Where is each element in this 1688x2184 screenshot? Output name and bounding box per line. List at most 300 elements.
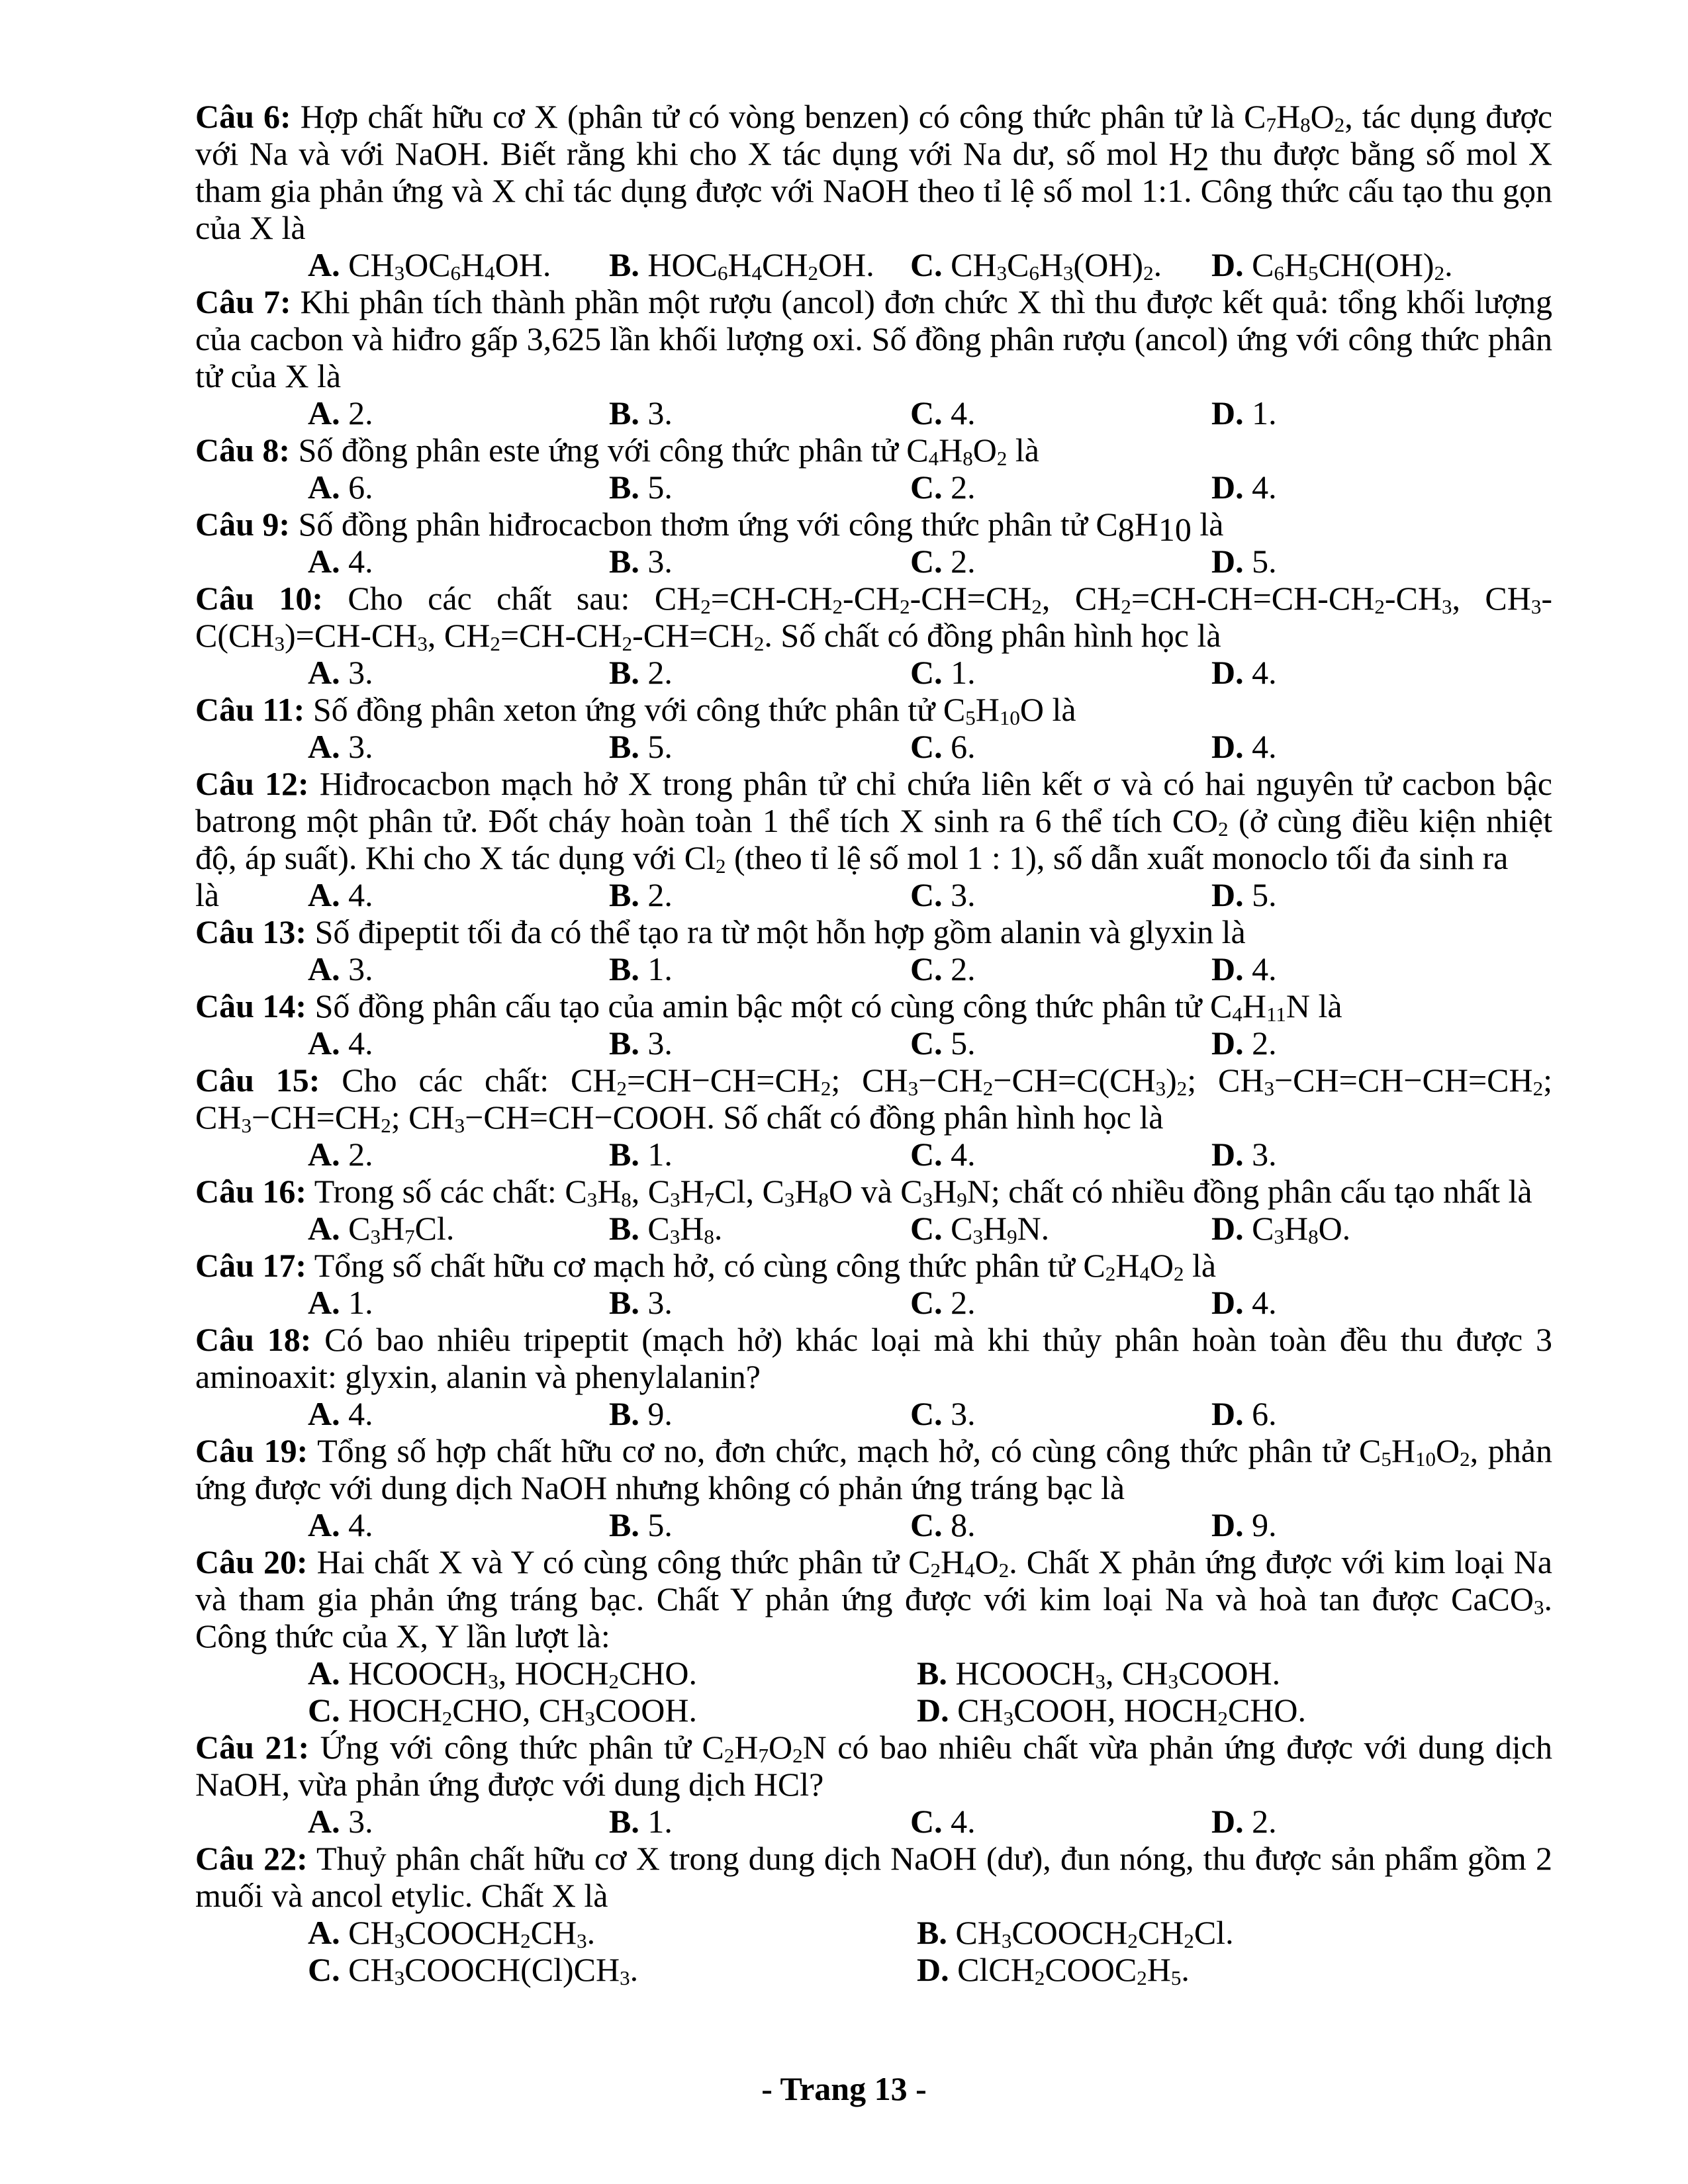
option-letter: B. <box>609 1136 639 1173</box>
option-letter: C. <box>910 1136 943 1173</box>
answer-option: A. 4. <box>308 876 373 913</box>
option-letter: A. <box>308 1914 340 1951</box>
question-number: Câu 8: <box>195 432 291 469</box>
option-letter: C. <box>910 876 943 913</box>
subscript: 3 <box>1530 594 1542 618</box>
question-options <box>195 394 1552 432</box>
subscript: 4 <box>751 261 763 285</box>
subscript: 6 <box>1274 261 1284 285</box>
option-letter: A. <box>308 1210 340 1247</box>
subscript: 2 <box>716 854 726 878</box>
option-letter: D. <box>1211 876 1244 913</box>
question <box>195 1729 1552 1840</box>
option-letter: C. <box>910 1024 943 1062</box>
subscript: 3 <box>1063 261 1074 285</box>
answer-option: B. $HOC_6H_4CH_2OH$. <box>609 246 874 285</box>
option-row-prefix <box>195 1803 308 1840</box>
page-footer: - Trang 13 - <box>761 2070 927 2107</box>
subscript: 3 <box>241 1113 252 1137</box>
option-letter: C. <box>910 1506 943 1543</box>
answer-option: C. 4. <box>910 1803 976 1840</box>
question-stem: Câu 11: Số đồng phân xeton ứng với công thức phân tử $C_5H_{10}O$ là <box>195 691 1076 729</box>
subscript: 3 <box>585 1706 595 1730</box>
answer-option: C. 6. <box>910 728 976 765</box>
question-number: Câu 19: <box>195 1432 308 1469</box>
option-row-prefix <box>195 1210 308 1247</box>
big-subscript: 8 <box>1117 511 1135 548</box>
big-subscript: 10 <box>1158 511 1192 548</box>
subscript: 2 <box>820 1076 831 1100</box>
question-number: Câu 22: <box>195 1840 308 1877</box>
question-options <box>195 1914 1552 1988</box>
option-letter: D. <box>1211 1210 1244 1247</box>
subscript: 2 <box>996 446 1008 470</box>
answer-option: A. 4. <box>308 1395 373 1432</box>
question <box>195 1173 1552 1247</box>
question-stem: Câu 16: Trong số các chất: $C_3H_8$, $C_3H_7Cl$, $C_3H_8O$ và $C_3H_9N$; chất có nhiều đồng phân cấu tạo nhất là <box>195 1173 1532 1211</box>
answer-option: D. 2. <box>1211 1024 1277 1062</box>
question-stem: Câu 22: Thuỷ phân chất hữu cơ X trong dung dịch NaOH (dư), đun nóng, thu được sản phẩm gồm 2 muối và ancol etylic. Chất X là <box>195 1840 1552 1914</box>
option-letter: A. <box>308 950 340 987</box>
option-letter: B. <box>609 394 639 432</box>
subscript: 2 <box>608 1669 619 1693</box>
subscript: 2 <box>1532 1076 1544 1100</box>
option-letter: D. <box>1211 1284 1244 1321</box>
question-options <box>195 654 1552 691</box>
subscript: 3 <box>394 261 405 285</box>
subscript: 2 <box>900 594 910 618</box>
option-letter: C. <box>308 1692 340 1729</box>
subscript: 8 <box>962 446 973 470</box>
answer-option: B. 1. <box>609 950 673 987</box>
subscript: 3 <box>1001 1929 1012 1952</box>
answer-option: B. 5. <box>609 1506 673 1543</box>
answer-option: C. $CH_3C_6H_3(OH)_2$. <box>910 246 1162 285</box>
answer-option: D. 3. <box>1211 1136 1277 1173</box>
question-number: Câu 16: <box>195 1173 307 1210</box>
answer-option: C. 5. <box>910 1024 976 1062</box>
subscript: 10 <box>999 705 1020 729</box>
option-row-prefix <box>195 950 308 987</box>
option-letter: A. <box>308 728 340 765</box>
question <box>195 765 1552 913</box>
option-row-prefix <box>195 728 308 765</box>
subscript: 2 <box>724 1743 735 1767</box>
option-letter: B. <box>609 950 639 987</box>
answer-option: D. 4. <box>1211 654 1277 691</box>
subscript: 2 <box>753 631 765 655</box>
question-options <box>195 469 1552 506</box>
question-options <box>195 1395 1552 1432</box>
answer-option: A. 1. <box>308 1284 373 1321</box>
subscript: 2 <box>1434 261 1445 285</box>
option-letter: A. <box>308 1655 340 1692</box>
answer-option: A. $HCOOCH_3$, $HOCH_2CHO$. <box>308 1655 698 1693</box>
question-number: Câu 11: <box>195 691 305 728</box>
option-letter: A. <box>308 1136 340 1173</box>
answer-option: C. 2. <box>910 950 976 987</box>
question <box>195 1543 1552 1729</box>
option-letter: D. <box>1211 469 1244 506</box>
question-stem: Câu 17: Tổng số chất hữu cơ mạch hở, có cùng công thức phân tử $C_2H_4O_2$ là <box>195 1247 1217 1285</box>
subscript: 6 <box>717 261 728 285</box>
subscript: 4 <box>964 1558 975 1582</box>
question <box>195 1432 1552 1543</box>
question-stem: Câu 8: Số đồng phân este ứng với công thức phân tử $C_4H_8O_2$ là <box>195 432 1039 470</box>
option-row-prefix <box>195 1692 308 1729</box>
option-letter: C. <box>910 728 943 765</box>
subscript: 3 <box>922 1187 933 1211</box>
option-letter: D. <box>917 1951 949 1988</box>
subscript: 4 <box>485 261 495 285</box>
question-options <box>195 1655 1552 1729</box>
subscript: 7 <box>1266 113 1276 136</box>
answer-option: B. 5. <box>609 728 673 765</box>
answer-option: D. $C_3H_8O$. <box>1211 1210 1351 1248</box>
option-letter: A. <box>308 876 340 913</box>
subscript: 2 <box>808 261 819 285</box>
subscript: 2 <box>616 1076 627 1100</box>
subscript: 2 <box>1217 1706 1228 1730</box>
subscript: 2 <box>998 1558 1009 1582</box>
question-stem: Câu 13: Số đipeptit tối đa có thể tạo ra từ một hỗn hợp gồm alanin và glyxin là <box>195 913 1246 950</box>
answer-option: A. 3. <box>308 654 373 691</box>
subscript: 2 <box>930 1558 941 1582</box>
question-options <box>195 246 1552 283</box>
subscript: 3 <box>577 1929 587 1952</box>
subscript: 9 <box>957 1187 967 1211</box>
option-row-prefix <box>195 1914 308 1951</box>
answer-option: D. 4. <box>1211 469 1277 506</box>
option-row-prefix <box>195 543 308 580</box>
option-letter: A. <box>308 1506 340 1543</box>
subscript: 3 <box>1534 1595 1544 1619</box>
question-number: Câu 6: <box>195 98 291 135</box>
option-row-prefix <box>195 1136 308 1173</box>
answer-option: C. 8. <box>910 1506 976 1543</box>
subscript: 2 <box>700 594 711 618</box>
option-letter: A. <box>308 1284 340 1321</box>
answer-option: B. 5. <box>609 469 673 506</box>
question-stem: Câu 21: Ứng với công thức phân tử $C_2H_7O_2N$ có bao nhiêu chất vừa phản ứng được với dung dịch NaOH, vừa phản ứng được với dung dịch HCl? <box>195 1729 1552 1803</box>
question-options <box>195 950 1552 987</box>
answer-option: B. 3. <box>609 543 673 580</box>
option-letter: D. <box>1211 950 1244 987</box>
subscript: 11 <box>1266 1002 1286 1026</box>
subscript: 2 <box>622 631 633 655</box>
option-row-prefix <box>195 654 308 691</box>
subscript: 3 <box>670 1187 680 1211</box>
subscript: 3 <box>972 1224 983 1248</box>
option-letter: B. <box>609 654 639 691</box>
subscript: 3 <box>586 1187 598 1211</box>
answer-option: A. 6. <box>308 469 373 506</box>
option-row-prefix <box>195 1284 308 1321</box>
answer-option: A. $C_3H_7Cl$. <box>308 1210 455 1248</box>
option-letter: D. <box>1211 246 1244 283</box>
option-letter: B. <box>609 1210 639 1247</box>
option-letter: B. <box>609 543 639 580</box>
option-letter: B. <box>917 1655 947 1692</box>
option-letter: B. <box>609 876 639 913</box>
option-letter: C. <box>910 1210 943 1247</box>
question <box>195 1062 1552 1173</box>
option-letter: C. <box>910 950 943 987</box>
subscript: 2 <box>982 1076 994 1100</box>
subscript: 3 <box>996 261 1008 285</box>
option-letter: A. <box>308 543 340 580</box>
option-letter: B. <box>609 1395 639 1432</box>
question-number: Câu 7: <box>195 283 291 320</box>
answer-option: B. 1. <box>609 1803 673 1840</box>
option-letter: D. <box>1211 654 1244 691</box>
subscript: 3 <box>454 1113 465 1137</box>
answer-option: D. $ClCH_2COOC_2H_5$. <box>917 1951 1190 1989</box>
subscript: 3 <box>1264 1076 1274 1100</box>
question-stem: Câu 19: Tổng số hợp chất hữu cơ no, đơn chức, mạch hở, có cùng công thức phân tử $C_5H_{10}O_2$, phản ứng được với dung dịch NaOH nhưng không có phản ứng tráng bạc là <box>195 1432 1552 1506</box>
option-row-prefix <box>195 1395 308 1432</box>
question-options <box>195 876 1552 913</box>
subscript: 3 <box>1274 1224 1284 1248</box>
answer-option: A. 4. <box>308 543 373 580</box>
question <box>195 913 1552 987</box>
question-number: Câu 18: <box>195 1321 312 1358</box>
question-number: Câu 9: <box>195 506 291 543</box>
answer-option: C. 3. <box>910 876 976 913</box>
answer-option: A. 2. <box>308 1136 373 1173</box>
answer-option: B. 2. <box>609 876 673 913</box>
question-stem: Câu 18: Có bao nhiêu tripeptit (mạch hở) khác loại mà khi thủy phân hoàn toàn đều thu được 3 aminoaxit: glyxin, alanin và phenylalanin? <box>195 1321 1552 1395</box>
question-stem: Câu 12: Hiđrocacbon mạch hở X trong phân tử chỉ chứa liên kết σ và có hai nguyên tử cacbon bậc batrong một phân tử. Đốt cháy hoàn toàn 1 thể tích X sinh ra 6 thể tích $CO_2$ (ở cùng điều kiện nhiệt độ, áp suất). Khi cho X tác dụng với $Cl_2$ (theo tỉ lệ số mol 1 : 1), số dẫn xuất monoclo tối đa sinh ra <box>195 765 1552 878</box>
answer-option: B. 3. <box>609 394 673 432</box>
question-options <box>195 1024 1552 1062</box>
option-letter: B. <box>609 246 639 283</box>
option-letter: B. <box>609 1506 639 1543</box>
question <box>195 506 1552 580</box>
subscript: 6 <box>1029 261 1039 285</box>
subscript: 2 <box>520 1929 531 1952</box>
answer-option: B. $CH_3COOCH_2CH_2Cl$. <box>917 1914 1234 1952</box>
question <box>195 283 1552 432</box>
question <box>195 1247 1552 1321</box>
question-options <box>195 1506 1552 1543</box>
option-letter: C. <box>910 246 943 283</box>
option-letter: A. <box>308 469 340 506</box>
question-number: Câu 17: <box>195 1247 307 1284</box>
answer-option: C. 4. <box>910 1136 976 1173</box>
subscript: 2 <box>1218 817 1229 841</box>
subscript: 8 <box>1308 1224 1319 1248</box>
question <box>195 987 1552 1062</box>
subscript: 2 <box>792 1743 803 1767</box>
answer-option: D. 4. <box>1211 950 1277 987</box>
question-options <box>195 1284 1552 1321</box>
option-letter: B. <box>917 1914 947 1951</box>
question <box>195 432 1552 506</box>
question-stem: Câu 6: Hợp chất hữu cơ X (phân tử có vòng benzen) có công thức phân tử là $C_7H_8O_2$, tác dụng được với Na và với NaOH. Biết rằng khi cho X tác dụng với Na dư, số mol H2 thu được bằng số mol X tham gia phản ứng và X chỉ tác dụng được với NaOH theo tỉ lệ số mol 1:1. Công thức cấu tạo thu gọn của X là <box>195 98 1553 246</box>
question-stem: Câu 7: Khi phân tích thành phần một rượu (ancol) đơn chức X thì thu được kết quả: tổng khối lượng của cacbon và hiđro gấp 3,625 lần khối lượng oxi. Số đồng phân rượu (ancol) ứng với công thức phân tử của X là <box>195 283 1552 394</box>
subscript: 3 <box>669 1224 680 1248</box>
subscript: 5 <box>965 705 976 729</box>
answer-option: D. $CH_3COOH$, $HOCH_2CHO$. <box>917 1692 1307 1730</box>
subscript: 3 <box>488 1669 498 1693</box>
answer-option: C. 2. <box>910 543 976 580</box>
question-options <box>195 1136 1552 1173</box>
option-letter: D. <box>1211 1395 1244 1432</box>
question-options <box>195 543 1552 580</box>
option-letter: C. <box>308 1951 340 1988</box>
subscript: 10 <box>1415 1447 1436 1471</box>
question-options <box>195 728 1552 765</box>
answer-option: B. $HCOOCH_3$, $CH_3COOH$. <box>917 1655 1281 1693</box>
option-letter: D. <box>1211 728 1244 765</box>
option-row-prefix <box>195 1655 308 1692</box>
question <box>195 1321 1552 1432</box>
subscript: 3 <box>274 631 285 655</box>
subscript: 2 <box>1334 113 1345 136</box>
option-row-prefix <box>195 394 308 432</box>
option-letter: D. <box>917 1692 949 1729</box>
subscript: 6 <box>450 261 461 285</box>
option-letter: B. <box>609 1284 639 1321</box>
question-number: Câu 10: <box>195 580 323 617</box>
subscript: 2 <box>832 594 843 618</box>
subscript: 2 <box>1031 594 1042 618</box>
option-row-prefix <box>195 1506 308 1543</box>
option-letter: B. <box>609 469 639 506</box>
answer-option: C. $C_3H_9N$. <box>910 1210 1050 1248</box>
answer-option: A. 4. <box>308 1024 373 1062</box>
answer-option: A. 3. <box>308 1803 373 1840</box>
subscript: 3 <box>908 1076 919 1100</box>
answer-option: D. 6. <box>1211 1395 1277 1432</box>
subscript: 4 <box>928 446 939 470</box>
answer-option: D. 5. <box>1211 543 1277 580</box>
option-letter: A. <box>308 246 340 283</box>
answer-option: D. 1. <box>1211 394 1277 432</box>
subscript: 3 <box>1095 1669 1105 1693</box>
question-stem: Câu 14: Số đồng phân cấu tạo của amin bậc một có cùng công thức phân tử $C_4H_{11}N$ là <box>195 987 1342 1026</box>
answer-option: B. 9. <box>609 1395 673 1432</box>
question-stem: Câu 15: Cho các chất: $CH_2=CH-CH=CH_2$; $CH_3-CH_2-CH=C(CH_3)_2$; $CH_3-CH=CH-CH=CH_2$; $CH_3-CH=CH_2$; $CH_3-CH=CH-COOH$. Số chất có đồng phân hình học là <box>195 1062 1552 1137</box>
subscript: 3 <box>417 631 428 655</box>
option-letter: C. <box>910 1803 943 1840</box>
option-letter: D. <box>1211 1136 1244 1173</box>
question-number: Câu 20: <box>195 1543 308 1580</box>
option-letter: C. <box>910 654 943 691</box>
answer-option: B. 2. <box>609 654 673 691</box>
answer-option: A. 3. <box>308 728 373 765</box>
subscript: 2 <box>1460 1447 1470 1471</box>
subscript: 3 <box>1003 1706 1014 1730</box>
subscript: 2 <box>1105 1261 1116 1285</box>
option-letter: B. <box>609 1803 639 1840</box>
question-options <box>195 1210 1552 1247</box>
answer-option: D. 2. <box>1211 1803 1277 1840</box>
answer-option: B. 3. <box>609 1284 673 1321</box>
subscript: 9 <box>1007 1224 1017 1248</box>
subscript: 4 <box>1232 1002 1243 1026</box>
answer-option: D. $C_6H_5CH(OH)_2$. <box>1211 246 1453 285</box>
answer-option: C. 1. <box>910 654 976 691</box>
option-letter: B. <box>609 1024 639 1062</box>
answer-option: B. $C_3H_8$. <box>609 1210 723 1248</box>
option-letter: D. <box>1211 543 1244 580</box>
answer-option: D. 5. <box>1211 876 1277 913</box>
subscript: 8 <box>1300 113 1311 136</box>
answer-option: C. 4. <box>910 394 976 432</box>
answer-option: D. 9. <box>1211 1506 1277 1543</box>
question <box>195 1840 1552 1988</box>
option-letter: D. <box>1211 1024 1244 1062</box>
question <box>195 580 1552 691</box>
subscript: 3 <box>1155 1076 1166 1100</box>
answer-option: D. 4. <box>1211 728 1277 765</box>
subscript: 2 <box>1176 1076 1188 1100</box>
subscript: 2 <box>442 1706 453 1730</box>
question <box>195 691 1552 765</box>
subscript: 2 <box>1127 1929 1138 1952</box>
option-row-prefix <box>195 1951 308 1988</box>
question-stem: Câu 10: Cho các chất sau: $CH_2=CH-CH_2-CH_2-CH=CH_2$, $CH_2=CH-CH=CH-CH_2-CH_3$, $CH_3-C(CH_3)=CH-CH_3$, $CH_2=CH-CH_2-CH=CH_2$. Số chất có đồng phân hình học là <box>195 580 1552 655</box>
answer-option: C. $HOCH_2CHO$, $CH_3COOH$. <box>308 1692 698 1730</box>
subscript: 2 <box>1173 1261 1184 1285</box>
option-letter: A. <box>308 1024 340 1062</box>
question-number: Câu 15: <box>195 1062 320 1099</box>
option-letter: A. <box>308 654 340 691</box>
option-letter: A. <box>308 1395 340 1432</box>
question-stem: Câu 9: Số đồng phân hiđrocacbon thơm ứng với công thức phân tử C8H10 là <box>195 506 1224 548</box>
question-number: Câu 21: <box>195 1729 310 1766</box>
answer-option: D. 4. <box>1211 1284 1277 1321</box>
answer-option: A. $CH_3OC_6H_4OH$. <box>308 246 551 285</box>
subscript: 3 <box>1168 1669 1178 1693</box>
option-row-prefix <box>195 1024 308 1062</box>
subscript: 5 <box>1308 261 1319 285</box>
subscript: 4 <box>1139 1261 1150 1285</box>
subscript: 7 <box>404 1224 415 1248</box>
option-letter: D. <box>1211 394 1244 432</box>
subscript: 3 <box>394 1966 405 1989</box>
option-letter: D. <box>1211 1506 1244 1543</box>
subscript: 5 <box>1170 1966 1182 1989</box>
answer-option: C. 2. <box>910 1284 976 1321</box>
question-number: Câu 14: <box>195 987 307 1024</box>
answer-option: A. 3. <box>308 950 373 987</box>
subscript: 2 <box>1121 594 1131 618</box>
subscript: 2 <box>490 631 500 655</box>
subscript: 3 <box>1441 594 1452 618</box>
subscript: 2 <box>381 1113 391 1137</box>
question-number: Câu 12: <box>195 765 309 802</box>
answer-option: A. 4. <box>308 1506 373 1543</box>
subscript: 7 <box>704 1187 715 1211</box>
big-subscript: 2 <box>1192 140 1209 177</box>
option-letter: A. <box>308 394 340 432</box>
answer-option: A. 2. <box>308 394 373 432</box>
option-letter: C. <box>910 1395 943 1432</box>
answer-option: C. $CH_3COOCH(Cl)CH_3$. <box>308 1951 639 1989</box>
subscript: 3 <box>394 1929 405 1952</box>
subscript: 3 <box>784 1187 795 1211</box>
subscript: 2 <box>1034 1966 1045 1989</box>
answer-option: A. $CH_3COOCH_2CH_3$. <box>308 1914 596 1952</box>
subscript: 2 <box>1184 1929 1194 1952</box>
subscript: 8 <box>704 1224 714 1248</box>
option-letter: D. <box>1211 1803 1244 1840</box>
question-stem: Câu 20: Hai chất X và Y có cùng công thức phân tử $C_2H_4O_2$. Chất X phản ứng được với kim loại Na và tham gia phản ứng tráng bạc. Chất Y phản ứng được với kim loại Na và hoà tan được CaCO$_3$. Công thức của X, Y lần lượt là: <box>195 1543 1552 1655</box>
option-letter: A. <box>308 1803 340 1840</box>
